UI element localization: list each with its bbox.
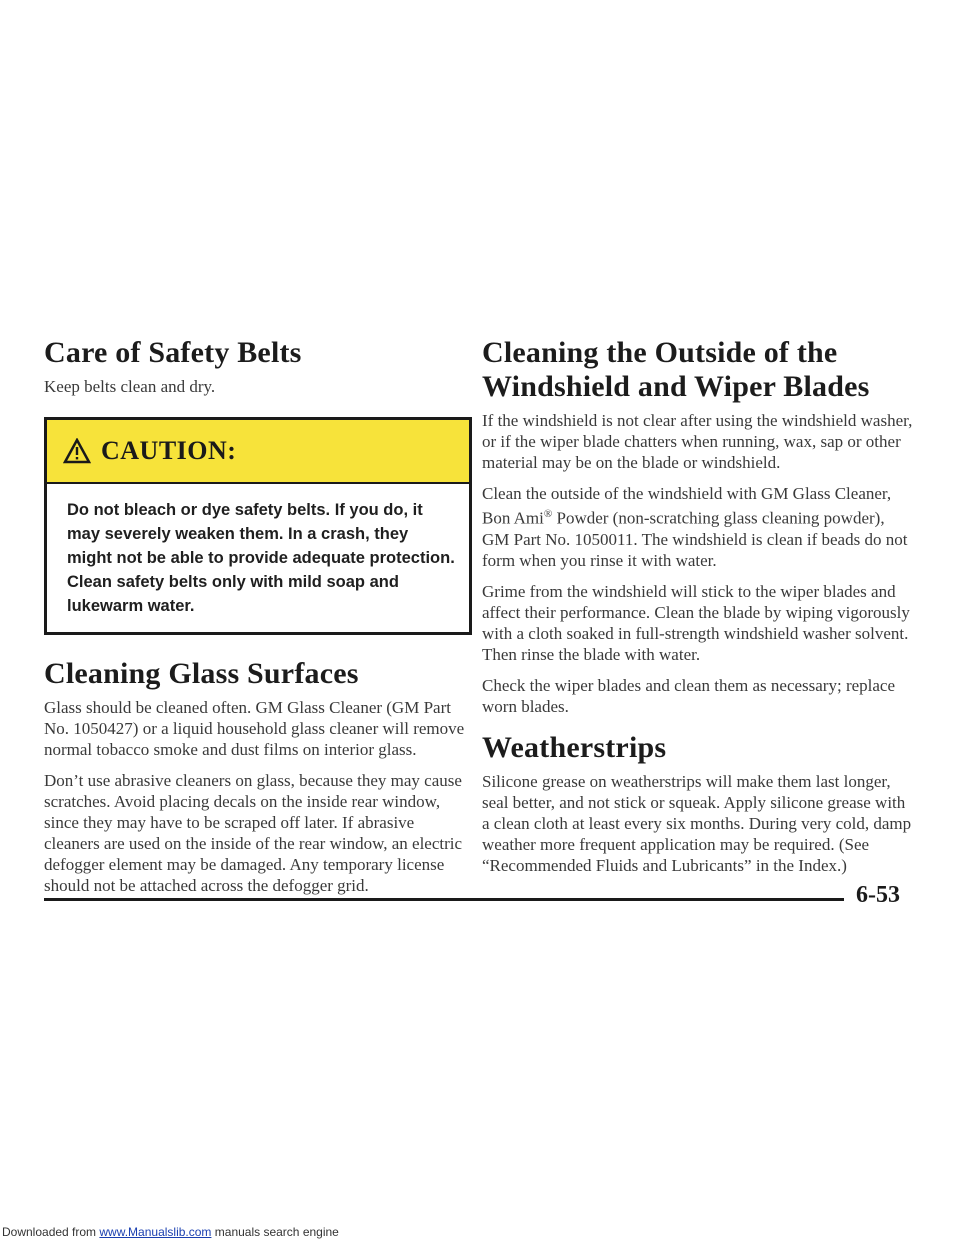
weatherstrips-paragraph: Silicone grease on weatherstrips will make them last longer, seal better, and not stick or squeak. Apply silicone grease with a clean cloth at least every six months. During very cold, damp weather more frequent application may be required. (See “Recommended Fluids and Lubricants” in the Index.) [482, 771, 912, 875]
download-footer [0, 1222, 960, 1242]
left-column [44, 336, 474, 906]
page-rule [44, 898, 844, 901]
footer-prefix: Downloaded from [2, 1225, 100, 1239]
glass-paragraph-1: Glass should be cleaned often. GM Glass Cleaner (GM Part No. 1050427) or a liquid household glass cleaner will remove normal tobacco smoke and dust films on interior glass. [44, 698, 465, 759]
windshield-p2-start: Clean the outside of the windshield with GM Glass Cleaner, Bon Ami [482, 484, 892, 528]
weatherstrips-heading: Weatherstrips [482, 730, 667, 764]
footer-suffix: manuals search engine [211, 1225, 339, 1239]
manualslib-link[interactable]: www.Manualslib.com [99, 1225, 212, 1239]
glass-paragraph-2: Don’t use abrasive cleaners on glass, because they may cause scratches. Avoid placing decals on the inside rear window, since they may have to be scraped off later. If abrasive cleaners are used on the inside of the rear window, an electric defogger element may be damaged. Any temporary license should not be attached across the defogger grid. [44, 771, 463, 895]
warning-triangle-icon [63, 438, 91, 464]
care-text: Keep belts clean and dry. [44, 377, 216, 396]
caution-header [47, 420, 469, 484]
caution-label: CAUTION: [101, 436, 237, 465]
windshield-p2-end: Powder (non-scratching glass cleaning powder), GM Part No. 1050011. The windshield is clean if beads do not form when you rinse it with water. [482, 508, 908, 570]
cleaning-glass-heading: Cleaning Glass Surfaces [44, 657, 359, 690]
caution-text: Do not bleach or dye safety belts. If you do, it may severely weaken them. In a crash, they might not be able to provide adequate protection. Clean safety belts only with mild soap and lukewarm water. [67, 501, 455, 615]
caution-box [44, 417, 472, 635]
windshield-heading: Cleaning the Outside of the Windshield and Wiper Blades [482, 336, 870, 403]
windshield-paragraph-4: Check the wiper blades and clean them as necessary; replace worn blades. [482, 675, 896, 716]
registered-mark: ® [543, 508, 553, 520]
care-safety-belts-heading: Care of Safety Belts [44, 336, 302, 369]
windshield-paragraph-2 [482, 483, 916, 571]
page-number: 6-53 [856, 882, 900, 908]
right-column [482, 336, 916, 886]
windshield-paragraph-3: Grime from the windshield will stick to the wiper blades and affect their performance. Clean the blade by wiping vigorously with a cloth soaked in full-strength windshield washer solvent. Then rinse the blade with water. [482, 581, 910, 664]
windshield-paragraph-1: If the windshield is not clear after using the windshield washer, or if the wiper blade chatters when running, wax, sap or other material may be on the blade or windshield. [482, 411, 913, 472]
